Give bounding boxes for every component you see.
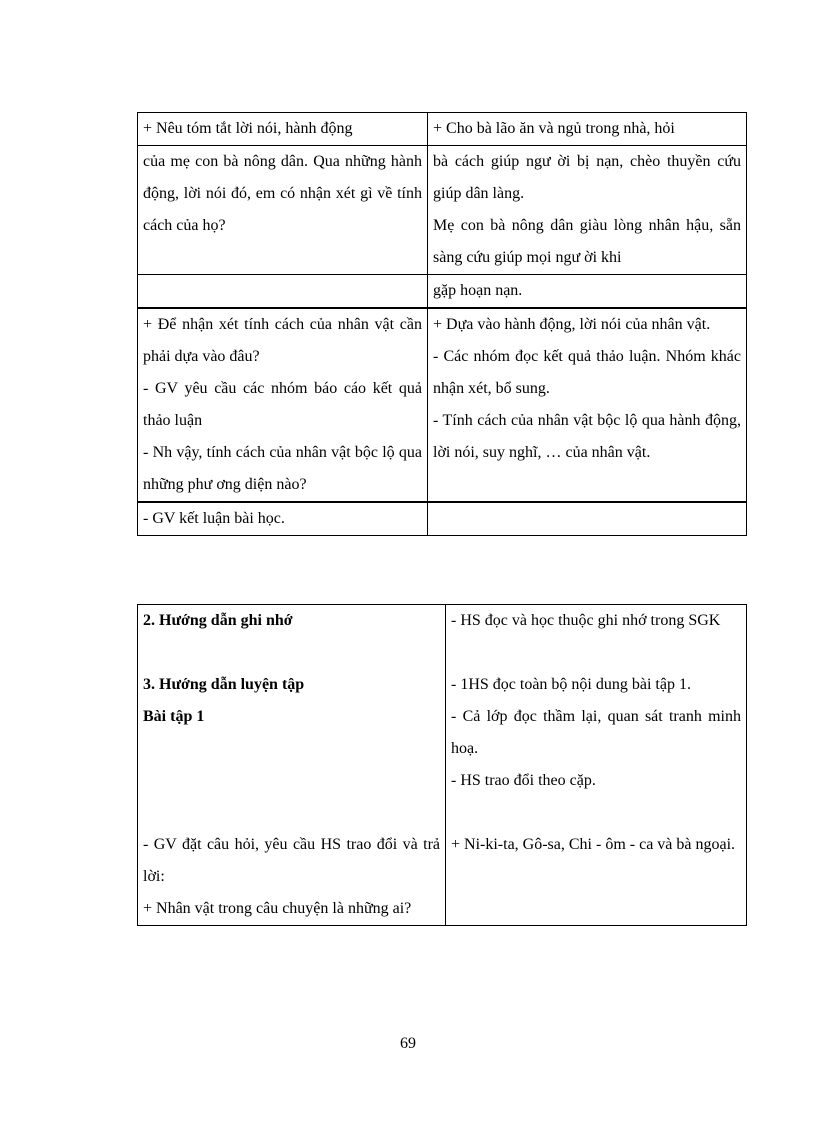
cell-text: - GV đặt câu hỏi, yêu cầu HS trao đổi và trả lời: bbox=[143, 836, 440, 885]
table-cell bbox=[138, 308, 428, 502]
cell-text: - GV yêu cầu các nhóm báo cáo kết quả thảo luận bbox=[143, 380, 422, 429]
cell-text: - Nh vậy, tính cách của nhân vật bộc lộ qua những phư ơng diện nào? bbox=[143, 444, 422, 493]
blank-line bbox=[451, 797, 741, 829]
table-cell bbox=[428, 113, 747, 146]
blank-line bbox=[143, 765, 440, 797]
cell-text: + Nêu tóm tắt lời nói, hành động bbox=[143, 120, 353, 137]
blank-line bbox=[143, 797, 440, 829]
cell-text: - HS đọc và học thuộc ghi nhớ trong SGK bbox=[451, 612, 721, 629]
cell-text: + Để nhận xét tính cách của nhân vật cần phải dựa vào đâu? bbox=[143, 316, 422, 365]
table-row bbox=[138, 308, 747, 502]
table-row bbox=[138, 146, 747, 275]
cell-text: Mẹ con bà nông dân giàu lòng nhân hậu, sẵn sàng cứu giúp mọi ngư ời khi bbox=[433, 217, 741, 266]
cell-text: - 1HS đọc toàn bộ nội dung bài tập 1. bbox=[451, 676, 691, 693]
table-row bbox=[138, 275, 747, 309]
table-cell bbox=[138, 605, 446, 926]
table-cell bbox=[428, 502, 747, 536]
cell-text: - Tính cách của nhân vật bộc lộ qua hành động, lời nói, suy nghĩ, … của nhân vật. bbox=[433, 412, 741, 461]
cell-text: + Cho bà lão ăn và ngủ trong nhà, hỏi bbox=[433, 120, 675, 137]
table-cell bbox=[138, 502, 428, 536]
blank-line bbox=[143, 637, 440, 669]
table-cell bbox=[428, 146, 747, 275]
lesson-table-2 bbox=[137, 604, 747, 926]
cell-text: bà cách giúp ngư ời bị nạn, chèo thuyền cứu giúp dân làng. bbox=[433, 153, 741, 202]
cell-text: + Ni-ki-ta, Gô-sa, Chi - ôm - ca và bà ngoại. bbox=[451, 836, 736, 853]
table-row bbox=[138, 502, 747, 536]
table-cell bbox=[138, 113, 428, 146]
lesson-table-1 bbox=[137, 112, 747, 536]
page-number: 69 bbox=[400, 1035, 416, 1052]
cell-text: - Các nhóm đọc kết quả thảo luận. Nhóm khác nhận xét, bổ sung. bbox=[433, 348, 741, 397]
blank-line bbox=[143, 733, 440, 765]
table-row bbox=[138, 605, 747, 926]
table-cell bbox=[428, 275, 747, 309]
table-cell bbox=[138, 146, 428, 275]
section-heading: 3. Hướng dẫn luyện tập bbox=[143, 676, 305, 693]
blank-line bbox=[451, 637, 741, 669]
cell-text: + Nhân vật trong câu chuyện là những ai? bbox=[143, 900, 412, 917]
cell-text: - Cả lớp đọc thầm lại, quan sát tranh minh hoạ. bbox=[451, 708, 741, 757]
cell-text: gặp hoạn nạn. bbox=[433, 282, 523, 299]
exercise-heading: Bài tập 1 bbox=[143, 708, 205, 725]
table-row bbox=[138, 113, 747, 146]
section-heading: 2. Hướng dẫn ghi nhớ bbox=[143, 612, 293, 629]
table-cell bbox=[138, 275, 428, 309]
cell-text: của mẹ con bà nông dân. Qua những hành động, lời nói đó, em có nhận xét gì về tính cách của họ? bbox=[143, 153, 422, 234]
cell-text: - GV kết luận bài học. bbox=[143, 510, 285, 527]
table-cell bbox=[428, 308, 747, 502]
cell-text: + Dựa vào hành động, lời nói của nhân vật. bbox=[433, 316, 711, 333]
cell-text: - HS trao đổi theo cặp. bbox=[451, 772, 596, 789]
table-cell bbox=[446, 605, 747, 926]
